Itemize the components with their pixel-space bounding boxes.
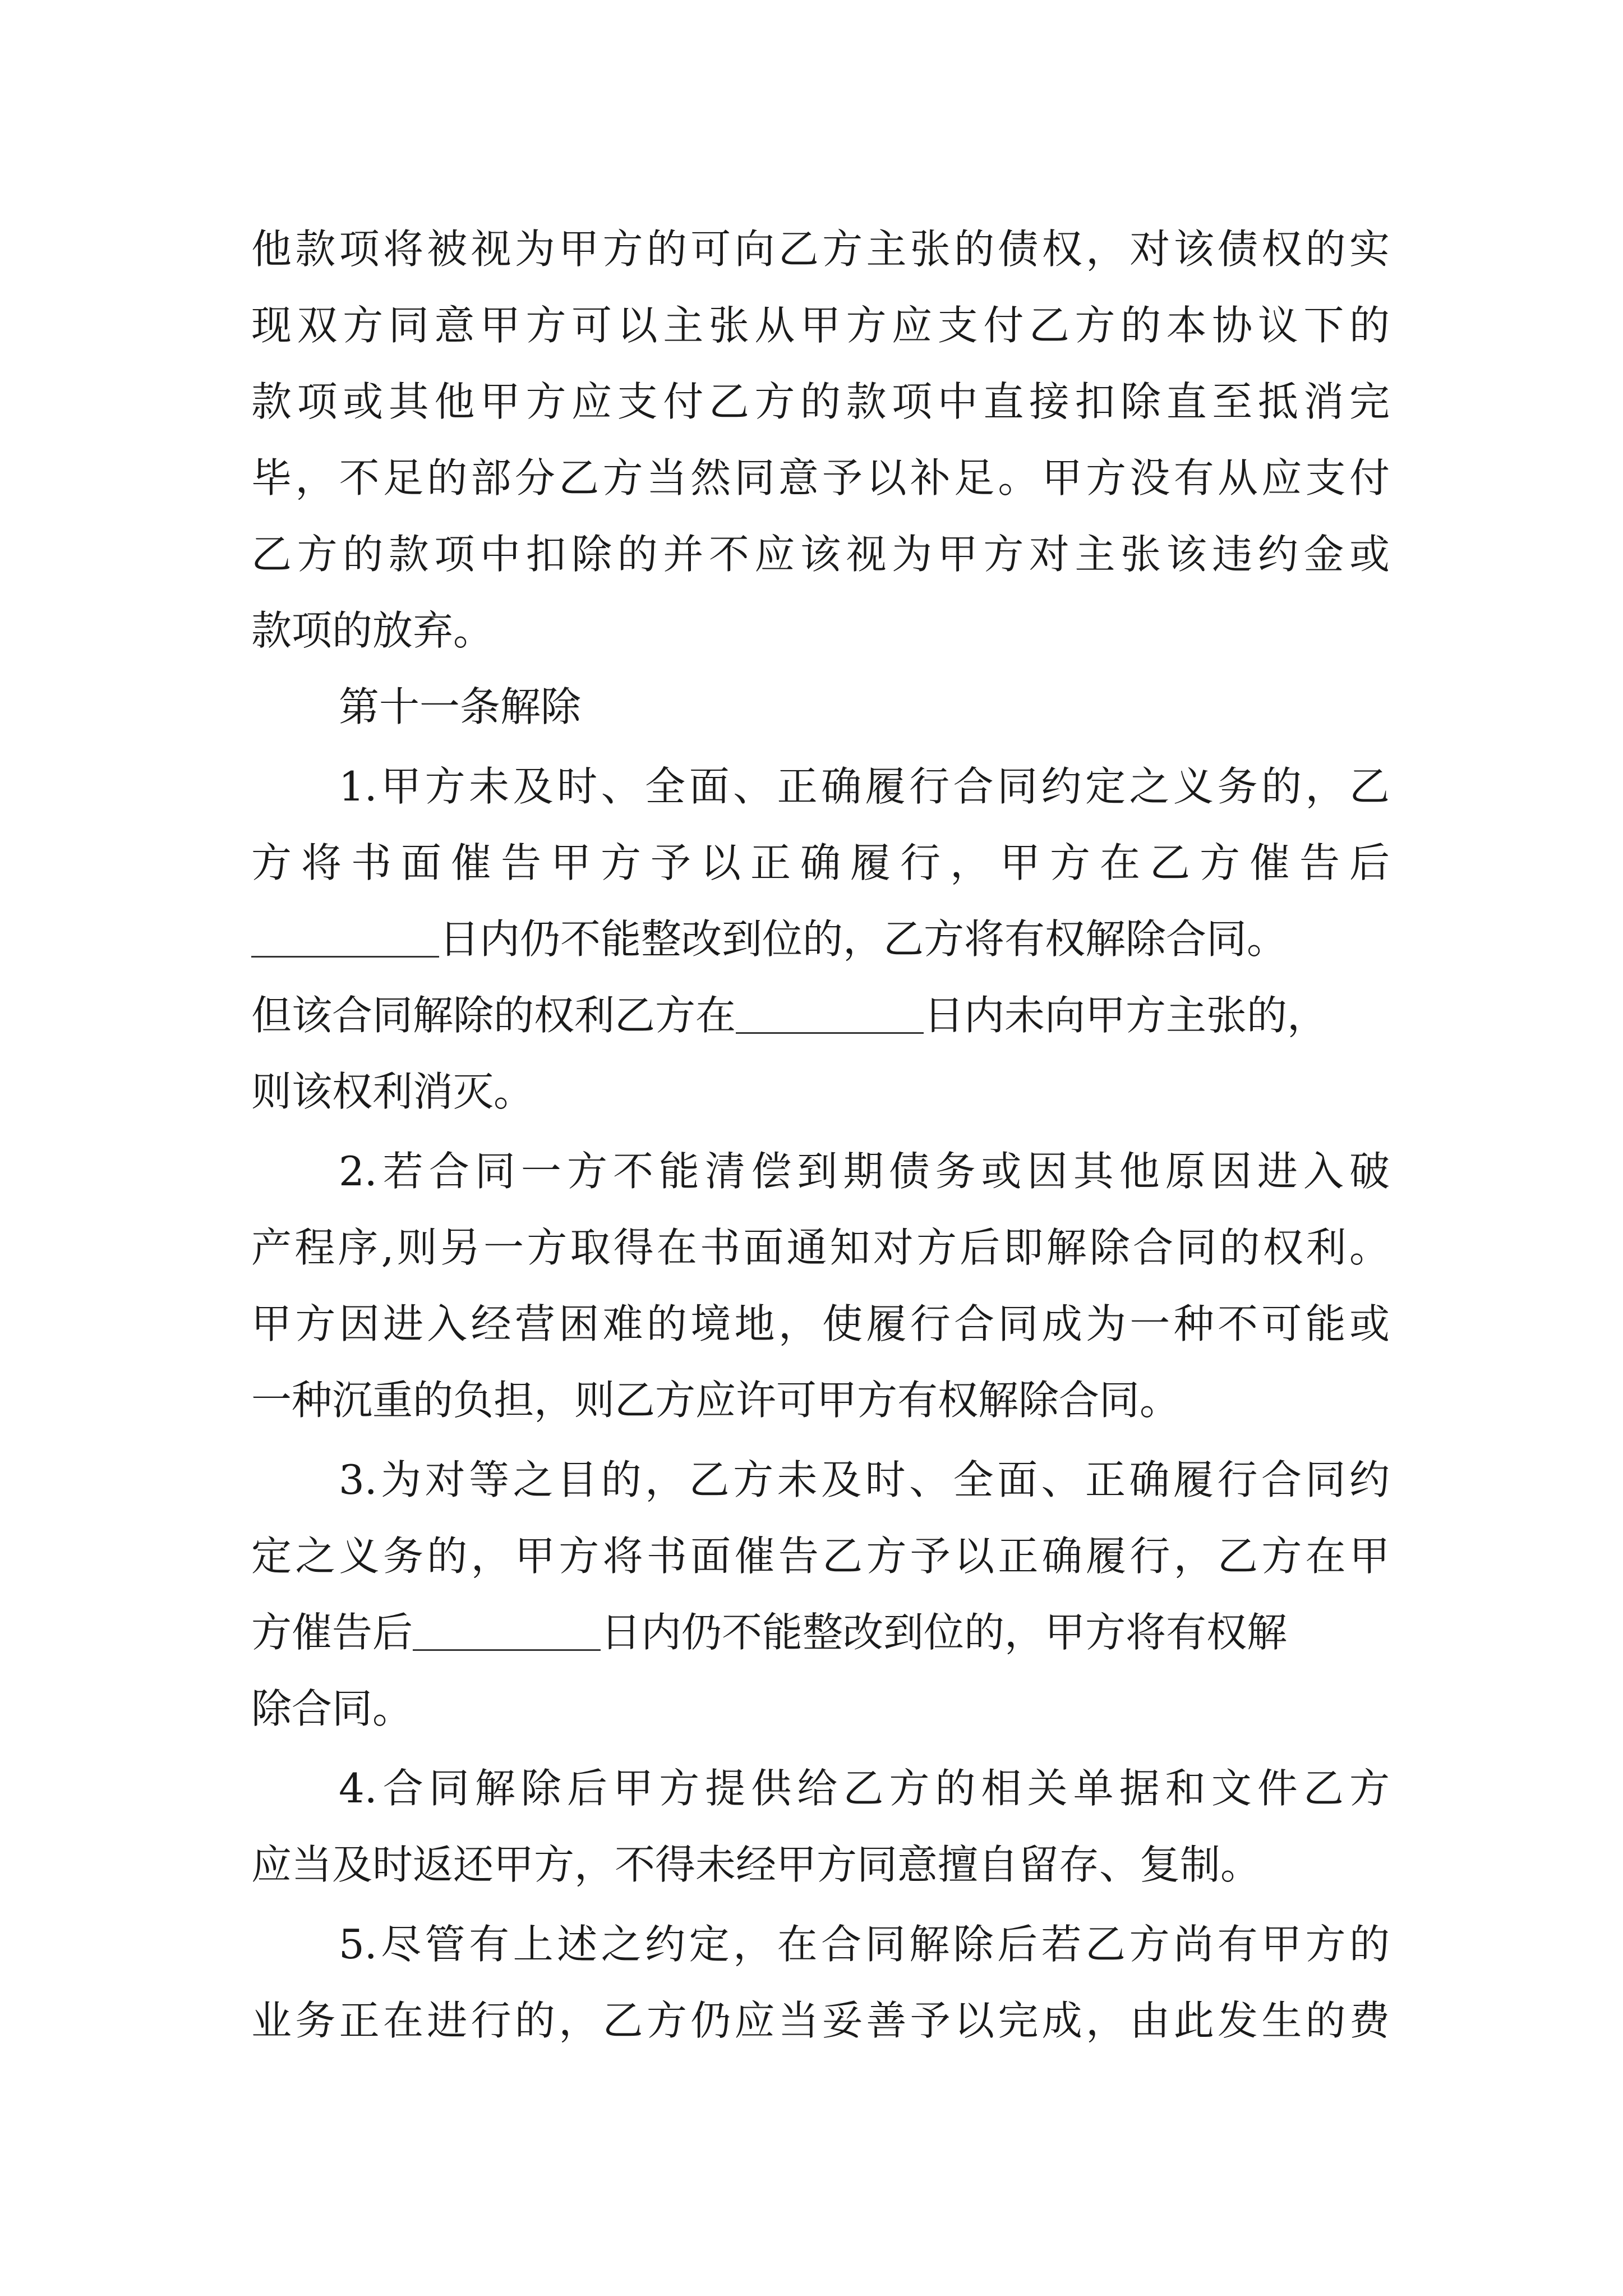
paragraph-line: 款项或其他甲方应支付乙方的款项中直接扣除直至抵消完 (251, 378, 1390, 425)
clause-1-line (251, 982, 1390, 1049)
clause-5-line: 业务正在进行的，乙方仍应当妥善予以完成，由此发生的费 (251, 1997, 1390, 2044)
clause-3-line: 3.为对等之目的，乙方未及时、全面、正确履行合同约 (339, 1456, 1390, 1503)
paragraph-line: 毕，不足的部分乙方当然同意予以补足。甲方没有从应支付 (251, 454, 1390, 501)
fill-in-blank[interactable] (251, 923, 439, 958)
clause-1-text: 日内未向甲方主张的， (924, 992, 1328, 1039)
clause-1-text: 但该合同解除的权利乙方在 (251, 992, 736, 1039)
clause-2-line: 产程序,则另一方取得在书面通知对方后即解除合同的权利。 (251, 1224, 1390, 1271)
clause-1-line (251, 905, 1390, 973)
clause-1-line: 则该权利消灭。 (251, 1068, 534, 1115)
clause-2-line: 2.若合同一方不能清偿到期债务或因其他原因进入破 (339, 1148, 1390, 1195)
fill-in-blank[interactable] (736, 1000, 924, 1034)
clause-3-line (251, 1599, 1390, 1666)
paragraph-line: 他款项将被视为甲方的可向乙方主张的债权，对该债权的实 (251, 226, 1390, 273)
paragraph-line: 款项的放弃。 (251, 607, 494, 654)
paragraph-line: 乙方的款项中扣除的并不应该视为甲方对主张该违约金或 (251, 531, 1390, 578)
clause-1-text: 日内仍不能整改到位的，乙方将有权解除合同。 (439, 915, 1288, 963)
paragraph-line: 现双方同意甲方可以主张从甲方应支付乙方的本协议下的 (251, 302, 1390, 349)
clause-3-line: 除合同。 (251, 1685, 413, 1732)
clause-1-line: 方将书面催告甲方予以正确履行，甲方在乙方催告后 (251, 839, 1390, 886)
clause-3-text: 日内仍不能整改到位的，甲方将有权解 (601, 1609, 1288, 1656)
fill-in-blank[interactable] (413, 1617, 601, 1651)
clause-2-line: 甲方因进入经营困难的境地，使履行合同成为一种不可能或 (251, 1300, 1390, 1347)
clause-5-line: 5.尽管有上述之约定，在合同解除后若乙方尚有甲方的 (339, 1921, 1390, 1968)
clause-3-text: 方催告后 (251, 1609, 413, 1656)
clause-2-line: 一种沉重的负担，则乙方应许可甲方有权解除合同。 (251, 1377, 1181, 1424)
clause-3-line: 定之义务的，甲方将书面催告乙方予以正确履行，乙方在甲 (251, 1533, 1390, 1580)
clause-1-line: 1.甲方未及时、全面、正确履行合同约定之义务的，乙 (339, 763, 1390, 810)
clause-4-line: 应当及时返还甲方，不得未经甲方同意擅自留存、复制。 (251, 1841, 1261, 1888)
clause-4-line: 4.合同解除后甲方提供给乙方的相关单据和文件乙方 (339, 1765, 1390, 1812)
section-heading: 第十一条解除 (339, 683, 582, 730)
